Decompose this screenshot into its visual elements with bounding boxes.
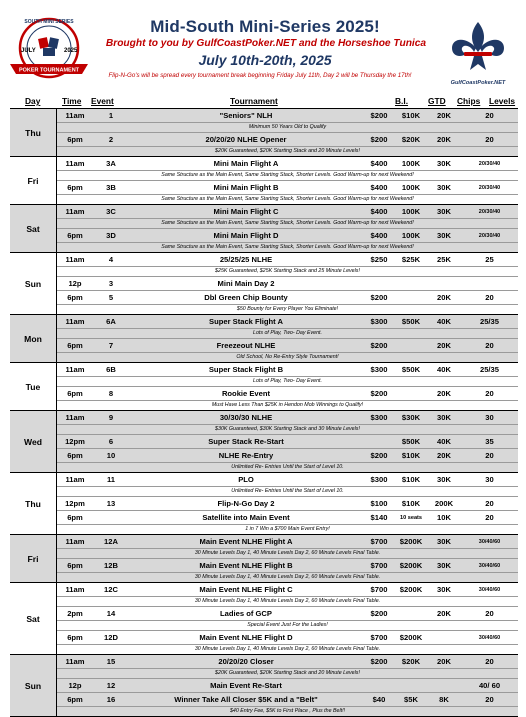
- col-time: Time: [62, 96, 82, 106]
- guarantee: $10K: [401, 499, 421, 508]
- tournament-name: Winner Take All Closer $5K and a "Belt": [174, 695, 318, 704]
- schedule-table: [10, 108, 518, 717]
- table-row: [57, 511, 518, 525]
- event-note: $25K Guaranteed, $25K Starting Stack and 25 Minute Levels!: [57, 267, 518, 277]
- event-time: 11am: [65, 413, 85, 422]
- event-time: 11am: [65, 657, 85, 666]
- gcp-logo: [440, 18, 516, 88]
- day-rows: [57, 473, 518, 534]
- table-row: [57, 291, 518, 305]
- page-title: Mid-South Mini-Series 2025!: [150, 17, 380, 36]
- col-gtd: GTD: [428, 96, 446, 106]
- event-time: 11am: [65, 255, 85, 264]
- col-day: Day: [25, 96, 41, 106]
- event-number: 3C: [106, 207, 116, 216]
- guarantee: $30K: [401, 413, 421, 422]
- day-rows: [57, 157, 518, 204]
- table-row: [57, 315, 518, 329]
- levels: 30: [485, 413, 494, 422]
- event-note: $50 Bounty for Every Player You Eliminate!: [236, 306, 339, 312]
- day-rows: [57, 253, 518, 314]
- chips: 20K: [437, 609, 451, 618]
- table-row: [57, 363, 518, 377]
- day-label: Sat: [10, 583, 57, 654]
- table-row: [57, 205, 518, 219]
- levels: 20: [485, 451, 494, 460]
- chips: 30K: [437, 159, 451, 168]
- tournament-name: 20/20/20 NLHE Opener: [205, 135, 287, 144]
- day-rows: [57, 583, 518, 654]
- buy-in: $700: [370, 633, 388, 642]
- levels: 20: [485, 499, 494, 508]
- event-note: $30K Guaranteed, $30K Starting Stack and 30 Minute Levels!: [57, 425, 518, 435]
- event-number: 12C: [104, 585, 118, 594]
- day-rows: [57, 363, 518, 410]
- event-number: 10: [106, 451, 116, 460]
- event-number: 16: [106, 695, 116, 704]
- buy-in: $140: [370, 513, 388, 522]
- chips: 20K: [437, 135, 451, 144]
- levels: 20: [485, 609, 494, 618]
- chips: 30K: [437, 183, 451, 192]
- table-row: [57, 535, 518, 549]
- page-subtitle: Brought to you by GulfCoastPoker.NET and the Horseshoe Tunica: [105, 38, 427, 49]
- table-row: [57, 387, 518, 401]
- table-row: [57, 411, 518, 425]
- day-label: Fri: [10, 535, 57, 582]
- table-row: [57, 559, 518, 573]
- day-block: [10, 411, 518, 473]
- tournament-name: Main Event NLHE Flight C: [199, 585, 293, 594]
- event-number: 6A: [106, 317, 116, 326]
- event-time: 6pm: [67, 451, 83, 460]
- guarantee: $50K: [401, 437, 421, 446]
- guarantee: $10K: [401, 451, 421, 460]
- event-number: 12: [106, 681, 116, 690]
- buy-in: $700: [370, 561, 388, 570]
- event-number: 3A: [106, 159, 116, 168]
- event-note: Unlimited Re- Entries Until the Start of Level 10.: [57, 487, 518, 497]
- day-rows: [57, 205, 518, 252]
- day-rows: [57, 535, 518, 582]
- guarantee: $10K: [401, 111, 421, 120]
- levels: 20: [485, 695, 494, 704]
- tournament-name: Main Event Re-Start: [210, 681, 282, 690]
- event-time: 11am: [65, 159, 85, 168]
- buy-in: $300: [370, 475, 388, 484]
- event-number: 14: [106, 609, 116, 618]
- day-block: [10, 157, 518, 205]
- guarantee: $200K: [399, 633, 423, 642]
- guarantee: 100K: [401, 207, 421, 216]
- event-dates: July 10th-20th, 2025: [198, 52, 332, 68]
- event-note: 30 Minute Levels Day 1, 40 Minute Levels Day 2, 60 Minute Levels Final Table.: [194, 574, 381, 580]
- event-number: 15: [106, 657, 116, 666]
- event-number: 4: [108, 255, 114, 264]
- buy-in: $200: [370, 293, 388, 302]
- event-number: 12D: [104, 633, 118, 642]
- chips: 30K: [437, 231, 451, 240]
- table-row: [57, 181, 518, 195]
- event-number: 5: [108, 293, 114, 302]
- day-label: Fri: [10, 157, 57, 204]
- event-time: 6pm: [67, 135, 83, 144]
- event-number: 12A: [104, 537, 118, 546]
- day-block: [10, 253, 518, 315]
- table-row: [57, 109, 518, 123]
- day-block: [10, 109, 518, 157]
- buy-in: $400: [370, 207, 388, 216]
- table-row: [57, 449, 518, 463]
- levels: 30: [485, 475, 494, 484]
- day-label: Wed: [10, 411, 57, 472]
- event-note: Special Event Just For the Ladies!: [57, 621, 518, 631]
- col-event: Event: [91, 96, 114, 106]
- event-time: 6pm: [67, 513, 83, 522]
- guarantee: $50K: [401, 317, 421, 326]
- buy-in: $400: [370, 159, 388, 168]
- event-number: 1: [108, 111, 114, 120]
- buy-in: $400: [370, 231, 388, 240]
- guarantee: $25K: [401, 255, 421, 264]
- tournament-name: Rookie Event: [221, 389, 271, 398]
- tournament-name: Mini Main Flight C: [213, 207, 279, 216]
- table-row: [57, 693, 518, 707]
- table-row: [57, 473, 518, 487]
- tournament-name: 20/20/20 Closer: [218, 657, 274, 666]
- tournament-name: Super Stack Flight B: [208, 365, 284, 374]
- event-number: 12B: [104, 561, 118, 570]
- tournament-name: Freezeout NLHE: [216, 341, 276, 350]
- tournament-name: Main Event NLHE Flight B: [199, 561, 293, 570]
- chips: 20K: [437, 341, 451, 350]
- buy-in: $250: [370, 255, 388, 264]
- guarantee: 100K: [401, 159, 421, 168]
- chips: 25K: [437, 255, 451, 264]
- levels: 20/30/40: [478, 160, 501, 167]
- levels: 20: [485, 657, 494, 666]
- table-row: [57, 157, 518, 171]
- tournament-name: Main Event NLHE Flight D: [199, 633, 293, 642]
- svg-text:JULY: JULY: [21, 48, 36, 54]
- levels: 20: [485, 389, 494, 398]
- table-row: [57, 277, 518, 291]
- chips: 20K: [437, 389, 451, 398]
- tournament-name: Mini Main Flight D: [213, 231, 279, 240]
- event-note: Must Have Less Than $25K in Hendon Mob Winnings to Qualify!: [211, 402, 364, 408]
- tournament-name: 30/30/30 NLHE: [219, 413, 273, 422]
- day-label: Mon: [10, 315, 57, 362]
- event-note: 30 Minute Levels Day 1, 40 Minute Levels Day 2, 60 Minute Levels Final Table.: [57, 597, 518, 607]
- day-label: Sun: [10, 655, 57, 716]
- chips: 40K: [437, 437, 451, 446]
- event-time: 6pm: [67, 561, 83, 570]
- levels: 25/35: [479, 317, 499, 326]
- event-number: 8: [108, 389, 114, 398]
- chips: 30K: [437, 413, 451, 422]
- event-number: 9: [108, 413, 114, 422]
- event-time: 6pm: [67, 633, 83, 642]
- col-levels: Levels: [489, 96, 516, 106]
- event-time: 2pm: [67, 609, 83, 618]
- tournament-name: Mini Main Flight B: [213, 183, 279, 192]
- event-number: 3D: [106, 231, 116, 240]
- buy-in: $700: [370, 537, 388, 546]
- event-time: 11am: [65, 537, 85, 546]
- table-row: [57, 435, 518, 449]
- chips: 8K: [439, 695, 449, 704]
- levels: 20/30/40: [478, 184, 501, 191]
- buy-in: $200: [370, 341, 388, 350]
- event-number: 11: [106, 475, 116, 484]
- day-rows: [57, 655, 518, 716]
- event-note: Unlimited Re- Entries Until the Start of Level 10.: [231, 464, 344, 470]
- event-time: 11am: [65, 317, 85, 326]
- chips: 40K: [437, 365, 451, 374]
- event-time: 6pm: [67, 389, 83, 398]
- levels: 20/30/40: [478, 208, 501, 215]
- buy-in: $200: [370, 389, 388, 398]
- tournament-name: Mini Main Day 2: [217, 279, 275, 288]
- event-time: 11am: [65, 111, 85, 120]
- event-number: 3: [108, 279, 114, 288]
- chips: 40K: [437, 317, 451, 326]
- event-number: 3B: [106, 183, 116, 192]
- event-note: 1 in 7 Win a $700 Main Event Entry!: [245, 526, 330, 532]
- chips: 30K: [437, 537, 451, 546]
- event-note: Lots of Play, Two- Day Event.: [57, 377, 518, 387]
- guarantee: $200K: [399, 585, 423, 594]
- tournament-name: NLHE Re-Entry: [218, 451, 274, 460]
- tournament-name: Dbl Green Chip Bounty: [204, 293, 288, 302]
- levels: 30/40/60: [478, 538, 501, 545]
- levels: 30/40/60: [478, 562, 501, 569]
- event-time: 11am: [65, 207, 85, 216]
- guarantee: $5K: [404, 695, 418, 704]
- svg-text:2025: 2025: [64, 48, 78, 54]
- table-row: [57, 133, 518, 147]
- event-number: 7: [108, 341, 114, 350]
- event-time: 6pm: [67, 341, 83, 350]
- levels: 20: [485, 341, 494, 350]
- tournament-name: Flip-N-Go Day 2: [217, 499, 275, 508]
- day-label: Thu: [10, 473, 57, 534]
- buy-in: $200: [370, 111, 388, 120]
- col-chips: Chips: [457, 96, 481, 106]
- buy-in: $200: [370, 135, 388, 144]
- event-note: Same Structure as the Main Event, Same Starting Stack, Shorter Levels. Good Warm-up for next Weekend!: [57, 171, 518, 181]
- event-time: 6pm: [67, 183, 83, 192]
- day-rows: [57, 109, 518, 156]
- table-row: [57, 339, 518, 353]
- day-label: Sat: [10, 205, 57, 252]
- day-rows: [57, 411, 518, 472]
- day-label: Tue: [10, 363, 57, 410]
- buy-in: $300: [370, 317, 388, 326]
- buy-in: $200: [370, 657, 388, 666]
- guarantee: $50K: [401, 365, 421, 374]
- gcp-brand: GulfCoastPoker.NET: [450, 80, 506, 86]
- buy-in: $200: [370, 451, 388, 460]
- event-note: $20K Guaranteed, $20K Starting Stack and 20 Minute Levels!: [57, 669, 518, 679]
- column-headers: [10, 96, 518, 108]
- buy-in: $400: [370, 183, 388, 192]
- buy-in: $200: [370, 609, 388, 618]
- table-row: [57, 607, 518, 621]
- chips: 20K: [437, 111, 451, 120]
- event-time: 12p: [68, 681, 82, 690]
- buy-in: $40: [372, 695, 386, 704]
- levels: 30/40/60: [478, 634, 501, 641]
- guarantee: 100K: [401, 231, 421, 240]
- chips: 30K: [437, 475, 451, 484]
- chips: 20K: [437, 293, 451, 302]
- guarantee: 10 seats: [399, 514, 423, 521]
- levels: 25: [485, 255, 494, 264]
- guarantee: $200K: [399, 537, 423, 546]
- col-bi: B.I.: [395, 96, 409, 106]
- flip-n-go-note: Flip-N-Go's will be spread every tournament break beginning Friday July 11th, Day 2 will be Thursday the 17th!: [108, 72, 412, 79]
- levels: 20: [485, 513, 494, 522]
- event-note: $20K Guaranteed, $20K Starting Stack and 20 Minute Levels!: [215, 148, 360, 154]
- event-note: 30 Minute Levels Day 1, 40 Minute Levels Day 2, 60 Minute Levels Final Table.: [194, 646, 381, 652]
- header: [0, 0, 526, 92]
- chips: 30K: [437, 207, 451, 216]
- chips: 30K: [437, 585, 451, 594]
- event-time: 12pm: [65, 499, 85, 508]
- event-time: 12p: [68, 279, 82, 288]
- chips: 20K: [437, 451, 451, 460]
- day-rows: [57, 315, 518, 362]
- levels: 25/35: [479, 365, 499, 374]
- svg-text:SOUTH MINI SERIES: SOUTH MINI SERIES: [24, 19, 74, 25]
- tournament-name: "Seniors" NLH: [219, 111, 273, 120]
- day-block: [10, 205, 518, 253]
- levels: 20: [485, 293, 494, 302]
- event-number: 13: [106, 499, 116, 508]
- levels: 30/40/60: [478, 586, 501, 593]
- fleur-de-lis-icon: [440, 18, 516, 80]
- event-time: 6pm: [67, 293, 83, 302]
- event-note: Lots of Play, Two- Day Event.: [57, 329, 518, 339]
- tournament-name: PLO: [238, 475, 254, 484]
- event-note: $40 Entry Fee, $5K to First Place , Plus the Belt!!: [229, 708, 346, 714]
- event-number: 6B: [106, 365, 116, 374]
- event-note: Old School, No Re-Entry Style Tournament!: [236, 354, 339, 360]
- buy-in: $700: [370, 585, 388, 594]
- day-label: Sun: [10, 253, 57, 314]
- event-note: 30 Minute Levels Day 1, 40 Minute Levels Day 2, 60 Minute Levels Final Table.: [57, 549, 518, 559]
- event-number: 2: [108, 135, 114, 144]
- chips: 10K: [437, 513, 451, 522]
- day-block: [10, 315, 518, 363]
- guarantee: $200K: [399, 561, 423, 570]
- day-label: Thu: [10, 109, 57, 156]
- levels: 20: [485, 111, 494, 120]
- levels: 20: [485, 135, 494, 144]
- day-block: [10, 535, 518, 583]
- event-note: Same Structure as the Main Event, Same Starting Stack, Shorter Levels. Good Warm-up for next Weekend!: [161, 244, 414, 250]
- tournament-name: Super Stack Flight A: [209, 317, 283, 326]
- chips: 30K: [437, 561, 451, 570]
- guarantee: $10K: [401, 475, 421, 484]
- event-time: 6pm: [67, 695, 83, 704]
- col-tournament: Tournament: [230, 96, 278, 106]
- day-block: [10, 473, 518, 535]
- levels: 35: [485, 437, 494, 446]
- day-block: [10, 363, 518, 411]
- tournament-name: Super Stack Re-Start: [208, 437, 284, 446]
- day-block: [10, 655, 518, 717]
- tournament-name: 25/25/25 NLHE: [219, 255, 273, 264]
- table-row: [57, 679, 518, 693]
- chips: 20K: [437, 657, 451, 666]
- svg-text:POKER TOURNAMENT: POKER TOURNAMENT: [18, 67, 80, 74]
- tournament-name: Satellite into Main Event: [202, 513, 290, 522]
- levels: 20/30/40: [478, 232, 501, 239]
- table-row: [57, 497, 518, 511]
- table-row: [57, 229, 518, 243]
- event-time: 6pm: [67, 231, 83, 240]
- table-row: [57, 655, 518, 669]
- buy-in: $300: [370, 413, 388, 422]
- guarantee: $20K: [401, 135, 421, 144]
- event-time: 11am: [65, 585, 85, 594]
- event-number: 6: [108, 437, 114, 446]
- chips: 200K: [434, 499, 454, 508]
- event-note: Minimum 50 Years Old to Qualify: [57, 123, 518, 133]
- event-time: 11am: [65, 475, 85, 484]
- table-row: [57, 253, 518, 267]
- day-block: [10, 583, 518, 655]
- event-time: 12pm: [65, 437, 85, 446]
- guarantee: $20K: [401, 657, 421, 666]
- tournament-name: Ladies of GCP: [220, 609, 272, 618]
- event-note: Same Structure as the Main Event, Same Starting Stack, Shorter Levels. Good Warm-up for next Weekend!: [57, 219, 518, 229]
- event-note: Same Structure as the Main Event, Same Starting Stack, Shorter Levels. Good Warm-up for next Weekend!: [161, 196, 414, 202]
- table-row: [57, 631, 518, 645]
- buy-in: $300: [370, 365, 388, 374]
- event-time: 11am: [65, 365, 85, 374]
- tournament-name: Main Event NLHE Flight A: [199, 537, 293, 546]
- tournament-name: Mini Main Flight A: [213, 159, 279, 168]
- guarantee: 100K: [401, 183, 421, 192]
- levels: 40/ 60: [478, 681, 501, 690]
- table-row: [57, 583, 518, 597]
- buy-in: $100: [370, 499, 388, 508]
